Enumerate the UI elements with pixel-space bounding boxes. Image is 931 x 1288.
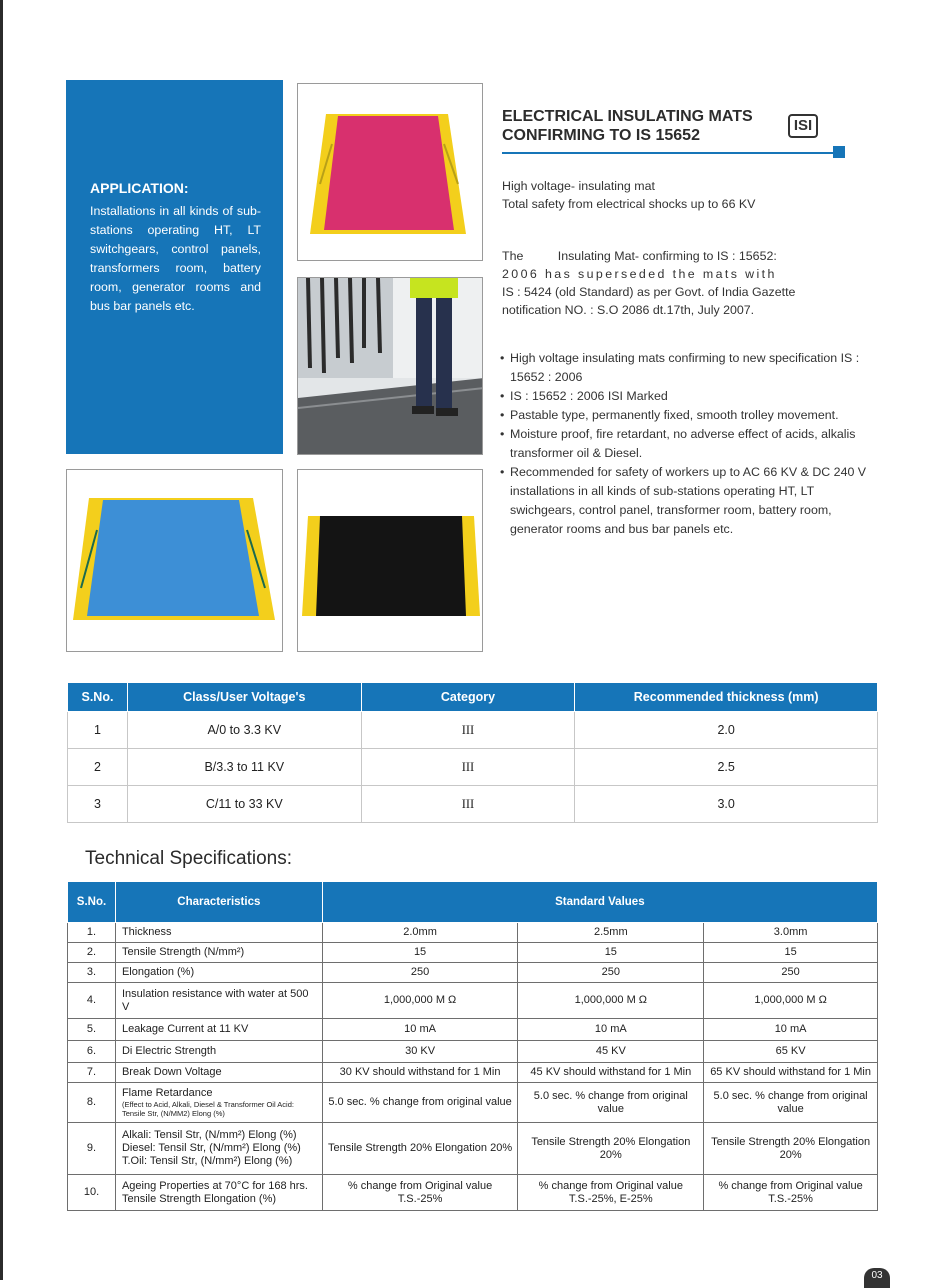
characteristic-text: Elongation (%) [121,966,195,978]
value-2mm [322,923,518,943]
value-3mm [704,923,878,943]
value-2-5mm [518,943,704,963]
value-2mm [322,1175,518,1211]
black-mat-photo [297,469,483,652]
cell: III [361,712,575,749]
row-number [68,1019,116,1041]
characteristic-text: Leakage Current at 11 KV [121,1023,249,1035]
feature-item: • IS : 15652 : 2006 ISI Marked [498,387,868,406]
row-number-text: 2. [86,946,97,958]
title-underline [502,152,838,154]
characteristic-text: Ageing Properties at 70°C for 168 hrs. Tensile Strength Elongation (%) [121,1179,308,1205]
characteristic [115,983,322,1019]
value-3mm-text: Tensile Strength 20% Elongation 20% [711,1135,871,1161]
value-2mm-text: 1,000,000 M Ω [383,994,457,1006]
cell: 2.5 [575,749,878,786]
technical-spec-table [67,881,878,1211]
value-3mm [704,1175,878,1211]
feature-list [498,349,868,539]
application-title: APPLICATION: [90,180,189,196]
red-mat-image [298,84,483,261]
value-3mm-text: % change from Original value T.S.-25% [718,1179,863,1205]
row-number-text: 3. [86,966,97,978]
value-2mm [322,1041,518,1063]
characteristic [115,923,322,943]
table-header-row [68,882,878,923]
standard-paragraph [502,247,842,319]
characteristic-text: Flame Retardance [121,1087,213,1099]
row-number-text: 1. [86,926,97,938]
value-2mm-text: 250 [410,966,430,978]
value-3mm [704,1123,878,1175]
value-2-5mm-text: 5.0 sec. % change from original value [533,1089,688,1115]
value-3mm-text: 65 KV [775,1045,806,1057]
value-2mm [322,1123,518,1175]
header-sno: S.No. [68,882,116,923]
characteristic [115,1123,322,1175]
cell: A/0 to 3.3 KV [127,712,361,749]
paragraph-line-1: The Insulating Mat- confirming to IS : 15652: [502,249,777,263]
value-2-5mm [518,1019,704,1041]
row-number [68,943,116,963]
row-number-text: 5. [86,1023,97,1035]
characteristic-text: Di Electric Strength [121,1045,217,1057]
characteristic [115,1175,322,1211]
paragraph-line-4: notification NO. : S.O 2086 dt.17th, July 2007. [502,303,755,317]
characteristic [115,1083,322,1123]
paragraph-line-3: IS : 5424 (old Standard) as per Govt. of India Gazette [502,285,796,299]
header-sno: S.No. [68,683,128,712]
characteristic-note: (Effect to Acid, Alkali, Diesel & Transformer Oil Acid: Tensile Str, (N/MM2) Elong (%) [121,1100,294,1118]
application-text: Installations in all kinds of sub-stations operating HT, LT switchgears, control panels, transformers room, battery room, generator rooms and bus bar panels etc. [90,204,261,313]
table-row [68,749,878,786]
page-title-line2: CONFIRMING TO IS 15652 [502,127,700,144]
value-2-5mm-text: Tensile Strength 20% Elongation 20% [531,1135,691,1161]
value-3mm [704,1063,878,1083]
value-2mm [322,1019,518,1041]
blue-mat-image [67,470,283,652]
value-2mm [322,983,518,1019]
table-header-row [68,683,878,712]
value-3mm [704,943,878,963]
value-2mm [322,943,518,963]
value-3mm [704,963,878,983]
row-number [68,963,116,983]
feature-item: • Moisture proof, fire retardant, no adverse effect of acids, alkalis transformer oil & Diesel. [498,425,868,463]
intro-text [502,177,842,213]
row-number [68,923,116,943]
value-2-5mm-text: 250 [601,966,620,978]
row-number-text: 6. [86,1045,97,1057]
row-number-text: 8. [86,1096,97,1108]
cell: 2.0 [575,712,878,749]
header-category: Category [361,683,575,712]
paragraph-line-2: 2006 has superseded the mats with [502,267,777,281]
cell: III [361,786,575,823]
value-3mm [704,983,878,1019]
page-number: 03 [864,1268,890,1288]
value-2-5mm-text: 45 KV should withstand for 1 Min [530,1066,692,1078]
cell: 3.0 [575,786,878,823]
value-2mm-text: % change from Original value T.S.-25% [347,1179,493,1205]
feature-item: • Recommended for safety of workers up to AC 66 KV & DC 240 V installations in all kinds of sub-stations operating HT, LT swichgears, control panel, transformer room, battery room, generator rooms and bus bar panels etc. [498,463,868,539]
characteristic-text: Insulation resistance with water at 500 V [121,987,309,1013]
black-mat-image [298,470,483,652]
value-2mm-text: Tensile Strength 20% Elongation 20% [328,1142,513,1154]
substation-image [298,278,483,455]
value-2mm-text: 15 [413,946,427,958]
intro-line-1: High voltage- insulating mat [502,179,655,193]
value-2mm-text: 10 mA [404,1023,436,1035]
table-row [68,1123,878,1175]
page-edge [0,0,3,1280]
characteristic-text: Tensile Strength (N/mm²) [121,946,245,958]
value-2-5mm-text: 15 [604,946,617,958]
header-characteristics: Characteristics [115,882,322,923]
characteristic [115,1041,322,1063]
row-number [68,1041,116,1063]
value-2-5mm [518,1063,704,1083]
cell: III [361,749,575,786]
header-thickness: Recommended thickness (mm) [575,683,878,712]
value-2mm-text: 30 KV should withstand for 1 Min [339,1066,501,1078]
value-3mm-text: 1,000,000 M Ω [754,994,827,1006]
header-class: Class/User Voltage's [127,683,361,712]
value-2-5mm [518,1083,704,1123]
table-row [68,1063,878,1083]
substation-photo [297,277,483,455]
class-voltage-table [67,682,878,823]
table-row [68,1175,878,1211]
table-row [68,1041,878,1063]
characteristic-text: Thickness [121,926,172,938]
table-row [68,786,878,823]
value-2mm-text: 2.0mm [403,926,437,938]
blue-mat-photo [66,469,283,652]
value-3mm [704,1083,878,1123]
value-2mm-text: 5.0 sec. % change from original value [328,1096,512,1108]
characteristic [115,963,322,983]
table-row [68,1083,878,1123]
row-number-text: 7. [86,1066,97,1078]
spec-title: Technical Specifications: [85,848,292,869]
header-standard-values: Standard Values [322,882,877,923]
value-2-5mm [518,983,704,1019]
feature-item: • Pastable type, permanently fixed, smooth trolley movement. [498,406,868,425]
row-number-text: 9. [86,1142,97,1154]
table-row [68,712,878,749]
value-2mm [322,1083,518,1123]
value-2-5mm [518,923,704,943]
characteristic [115,1063,322,1083]
table-row [68,1019,878,1041]
cell: C/11 to 33 KV [127,786,361,823]
page-title-line1: ELECTRICAL INSULATING MATS [502,108,753,125]
value-2-5mm-text: 10 mA [594,1023,627,1035]
page-title [502,107,802,145]
application-panel [66,80,283,454]
value-3mm-text: 5.0 sec. % change from original value [713,1089,868,1115]
row-number [68,1175,116,1211]
row-number [68,1083,116,1123]
value-2-5mm-text: % change from Original value T.S.-25%, E-25% [538,1179,683,1205]
row-number [68,1123,116,1175]
feature-item: • High voltage insulating mats confirming to new specification IS : 15652 : 2006 [498,349,868,387]
value-3mm-text: 15 [784,946,797,958]
table-row [68,963,878,983]
row-number-text: 10. [83,1186,100,1198]
intro-line-2: Total safety from electrical shocks up to 66 KV [502,197,756,211]
value-2mm-text: 30 KV [405,1045,436,1057]
value-3mm [704,1041,878,1063]
value-3mm-text: 3.0mm [773,926,808,938]
value-2-5mm [518,1175,704,1211]
value-3mm-text: 10 mA [774,1023,807,1035]
cell: 3 [68,786,128,823]
value-3mm [704,1019,878,1041]
table-row [68,983,878,1019]
cell: 1 [68,712,128,749]
title-underline-square [833,146,845,158]
characteristic-text: Alkali: Tensil Str, (N/mm²) Elong (%) Diesel: Tensil Str, (N/mm²) Elong (%) T.Oil: Tensil Str, (N/mm²) Elong (%) [121,1129,301,1167]
table-row [68,923,878,943]
characteristic [115,1019,322,1041]
value-2mm [322,963,518,983]
row-number [68,1063,116,1083]
value-2-5mm-text: 45 KV [595,1045,626,1057]
red-mat-photo [297,83,483,261]
value-2-5mm [518,1123,704,1175]
row-number [68,983,116,1019]
value-2-5mm-text: 1,000,000 M Ω [574,994,648,1006]
characteristic [115,943,322,963]
table-row [68,943,878,963]
isi-logo: ISI [788,114,818,138]
characteristic-text: Break Down Voltage [121,1066,222,1078]
value-2mm [322,1063,518,1083]
value-2-5mm-text: 2.5mm [594,926,628,938]
spec-table-body [68,923,878,1211]
cell: B/3.3 to 11 KV [127,749,361,786]
cell: 2 [68,749,128,786]
value-3mm-text: 250 [781,966,800,978]
value-2-5mm [518,1041,704,1063]
row-number-text: 4. [86,994,97,1006]
value-2-5mm [518,963,704,983]
value-3mm-text: 65 KV should withstand for 1 Min [710,1066,871,1078]
